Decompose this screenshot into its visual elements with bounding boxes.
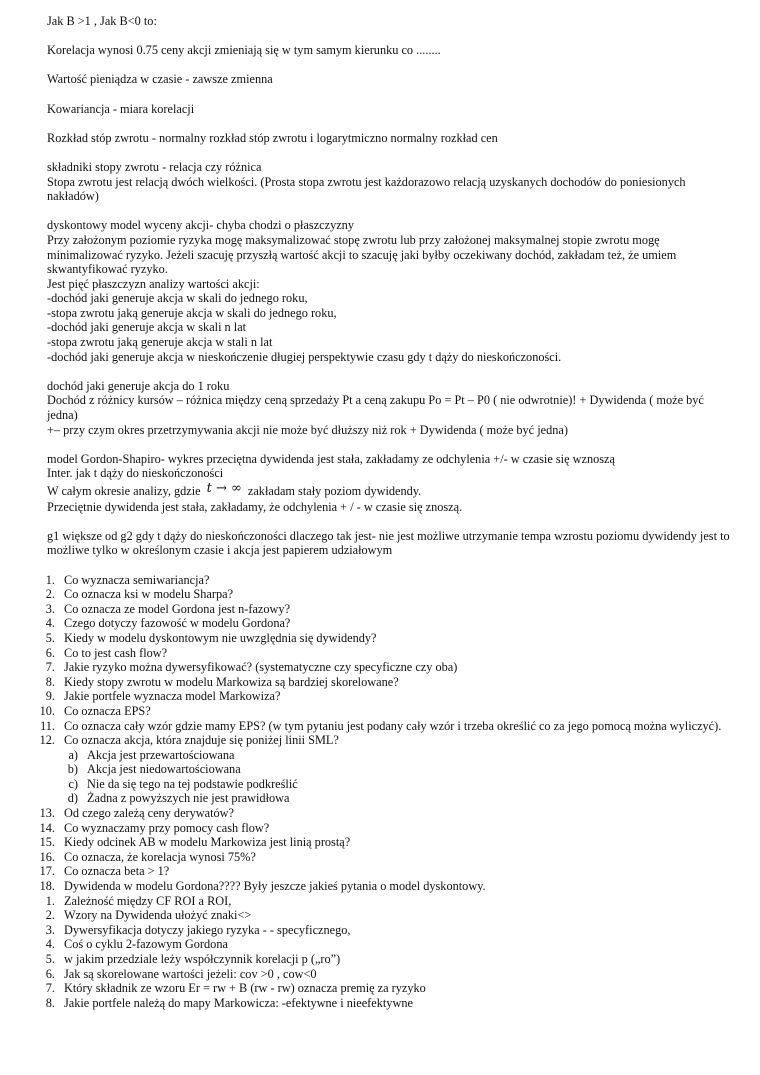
section-text [47, 481, 737, 500]
list-item: 3. Co oznacza ze model Gordona jest n-fazowy? [45, 601, 291, 616]
question-list-2 [47, 894, 737, 1011]
section-bullet: -dochód jaki generuje akcja w nieskończenie długiej perspektywie czasu gdy t dąży do nieskończoności. [47, 349, 562, 364]
list-item: 5. w jakim przedziale leży współczynnik korelacji p („ro”) [45, 952, 341, 966]
list-item: 5. Kiedy w modelu dyskontowym nie uwzględnia się dywidendy? [45, 630, 377, 645]
list-item: 10. Co oznacza EPS? [39, 703, 151, 718]
document-page [39, 14, 737, 1010]
list-item: 17. Co oznacza beta > 1? [39, 864, 170, 879]
section-text: +– przy czym okres przetrzymywania akcji nie może być dłuższy niż rok + Dywidenda ( może być jedna) [47, 422, 568, 437]
section-text: Przeciętnie dywidenda jest stała, zakładamy, że odchylenia + / - w czasie się znoszą. [47, 499, 463, 514]
list-item: 1. Zależność między CF ROI a ROI, [45, 893, 232, 908]
answer-option: b) Akcja jest niedowartościowana [67, 762, 241, 777]
question-list-1 [39, 572, 737, 894]
list-item: 2. Co oznacza ksi w modelu Sharpa? [45, 587, 234, 602]
formula-prefix: W całym okresie analizy, gdzie [47, 484, 201, 498]
list-item: 4. Czego dotyczy fazowość w modelu Gordona? [45, 616, 291, 631]
section-heading: dochód jaki generuje akcja do 1 roku [47, 378, 230, 393]
list-item: 9. Jakie portfele wyznacza model Markowiza? [45, 689, 281, 704]
paragraph-growth-rates: g1 większe od g2 gdy t dąży do nieskończoności dlaczego tak jest- nie jest możliwe utrzymanie tempa wzrostu poziomu dywidendy jest to możliwe tylko w określonym czasie i akcja jest papierem udziałowym [47, 528, 730, 558]
answer-options [64, 748, 737, 806]
section-bullet: -dochód jaki generuje akcja w skali do jednego roku, [47, 291, 308, 306]
list-item: 4. Coś o cyklu 2-fazowym Gordona [45, 937, 228, 952]
section-text: Jest pięć płaszczyzn analizy wartości akcji: [47, 276, 260, 291]
list-item: 2. Wzory na Dywidenda ułożyć znaki<> [45, 908, 252, 923]
section-gordon-shapiro [47, 452, 737, 514]
paragraph-beta: Jak B >1 , Jak B<0 to: [47, 14, 157, 28]
paragraph-distribution: Rozkład stóp zwrotu - normalny rozkład stóp zwrotu i logarytmiczno normalny rozkład cen [47, 130, 498, 145]
section-return-components [47, 160, 737, 204]
list-item: 18. Dywidenda w modelu Gordona???? Były jeszcze jakieś pytania o model dyskontowy. [39, 879, 486, 894]
list-item: 11. Co oznacza cały wzór gdzie mamy EPS? (w tym pytaniu jest podany cały wzór i trzeba określić co za jego pomocą można wyliczyć). [40, 718, 722, 733]
answer-option: a) Akcja jest przewartościowana [68, 747, 235, 762]
list-item: 12. Co oznacza akcja, która znajduje się poniżej linii SML? a) Akcja jest przewartościowana b) Akcja jest niedowartościowana c) Nie da się tego na tej podstawie podkreślić d) Żadna z powyższych nie jest prawidłowa [47, 733, 737, 806]
section-one-year-income [47, 379, 737, 437]
list-item: 1. Co wyznacza semiwariancja? [45, 572, 210, 587]
section-text: Przy założonym poziomie ryzyka mogę maksymalizować stopę zwrotu lub przy założonej maksymalnej stopie zwrotu mogę minimalizować ryzyko. Jeżeli szacuję przyszłą wartość akcji to szacuję jaki byłby oczekiwany dochód, zakładam też, że umiem skwantyfikować ryzyko. [47, 232, 677, 277]
section-bullet: -stopa zwrotu jaką generuje akcja w stali n lat [47, 335, 273, 350]
section-bullet: -stopa zwrotu jaką generuje akcja w skali do jednego roku, [47, 305, 337, 320]
list-item: 7. Jakie ryzyko można dywersyfikować? (systematyczne czy specyficzne czy oba) [45, 660, 458, 675]
section-text: Inter. jak t dąży do nieskończoności [47, 466, 224, 481]
section-discount-model [47, 218, 737, 364]
section-bullet: -dochód jaki generuje akcja w skali n lat [47, 320, 247, 335]
section-heading: model Gordon-Shapiro- wykres przeciętna dywidenda jest stała, zakładamy ze odchylenia +/- w czasie się wznoszą [47, 451, 615, 466]
formula-t-to-infinity: t → ∞ [206, 481, 242, 496]
list-item: 16. Co oznacza, że korelacja wynosi 75%? [39, 849, 256, 864]
paragraph-correlation: Korelacja wynosi 0.75 ceny akcji zmieniają się w tym samym kierunku co ........ [47, 43, 441, 58]
list-item: 14. Co wyznaczamy przy pomocy cash flow? [39, 820, 270, 835]
answer-option: c) Nie da się tego na tej podstawie podkreślić [68, 776, 298, 791]
section-heading: składniki stopy zwrotu - relacja czy różnica [47, 159, 262, 174]
list-item: 15. Kiedy odcinek AB w modelu Markowiza jest linią prostą? [39, 835, 351, 850]
list-item: 6. Jak są skorelowane wartości jeżeli: cov >0 , cow<0 [45, 966, 317, 981]
paragraph-covariance: Kowariancja - miara korelacji [47, 101, 195, 116]
list-item: 6. Co to jest cash flow? [45, 645, 168, 660]
section-text: Stopa zwrotu jest relacją dwóch wielkości. (Prosta stopa zwrotu jest każdorazowo relacją uzyskanych dochodów do poniesionych nakładów) [47, 174, 686, 204]
list-item: 7. Który składnik ze wzoru Er = rw + B (rw - rw) oznacza premię za ryzyko [45, 981, 426, 996]
list-item: 8. Kiedy stopy zwrotu w modelu Markowiza są bardziej skorelowane? [45, 674, 399, 689]
list-item: 13. Od czego zależą ceny derywatów? [39, 806, 235, 821]
list-item: 8. Jakie portfele należą do mapy Markowicza: -efektywne i nieefektywne [45, 995, 413, 1010]
answer-option: d) Żadna z powyższych nie jest prawidłowa [67, 791, 290, 806]
paragraph-money-value: Wartość pieniądza w czasie - zawsze zmienna [47, 72, 273, 87]
formula-suffix: zakładam stały poziom dywidendy. [247, 484, 422, 498]
section-text: Dochód z różnicy kursów – różnica między ceną sprzedaży Pt a ceną zakupu Po = Pt – P0 ( nie odwrotnie)! + Dywidenda ( może być jedna) [47, 393, 704, 423]
list-item: 3. Dywersyfikacja dotyczy jakiego ryzyka - - specyficznego, [45, 922, 351, 937]
section-heading: dyskontowy model wyceny akcji- chyba chodzi o płaszczyzny [47, 218, 354, 233]
